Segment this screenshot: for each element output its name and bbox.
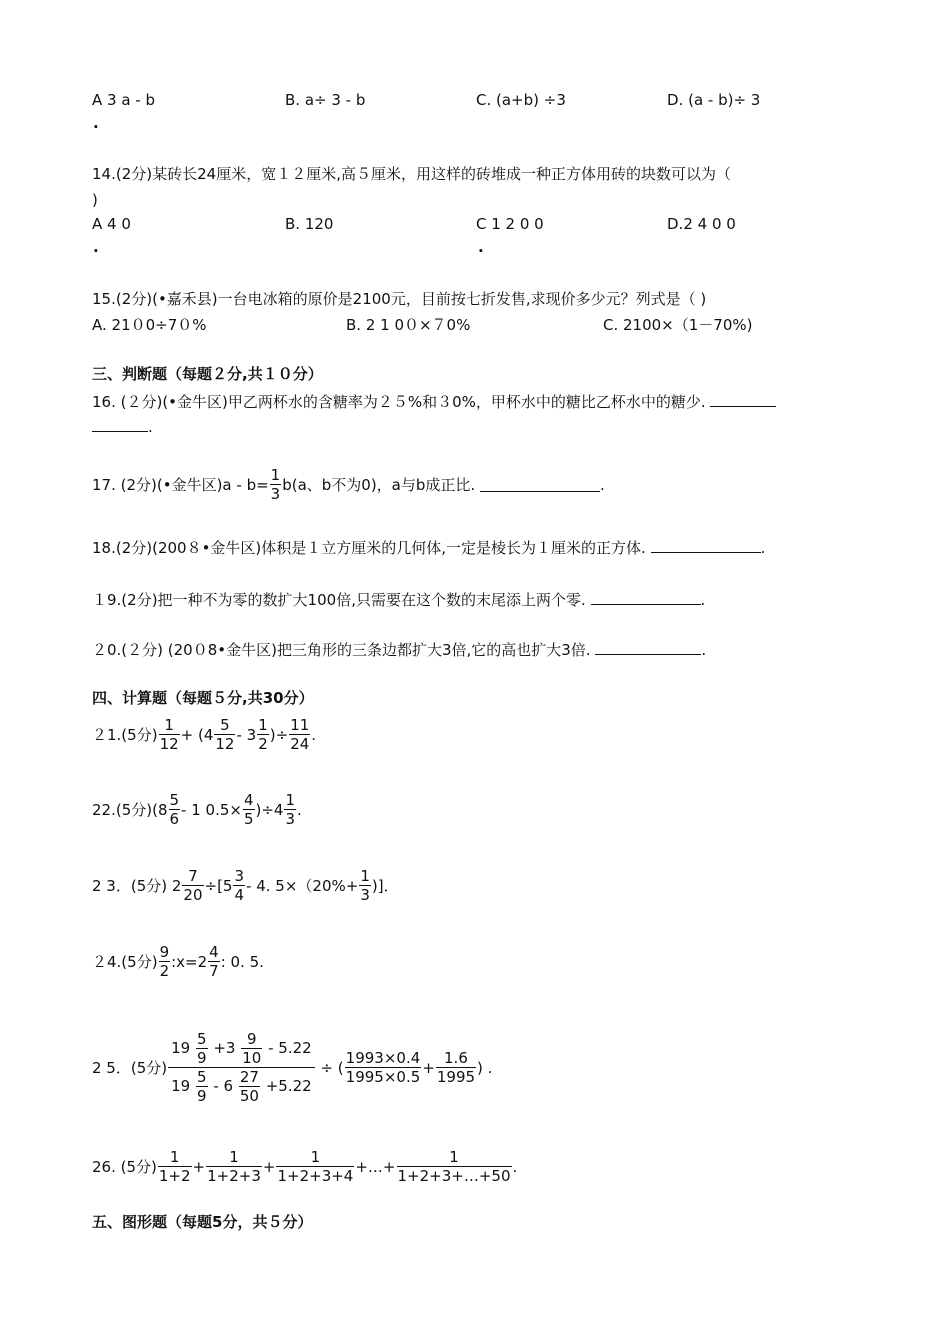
answer-blank[interactable] — [480, 477, 600, 492]
q17-stem — [92, 466, 605, 503]
fraction-numerator: 5 — [196, 1030, 207, 1048]
fraction-denominator: 3 — [270, 485, 281, 503]
fraction-denominator: 50 — [239, 1087, 259, 1105]
q14-option-b: B. 120 — [285, 215, 334, 233]
fraction-denominator: 6 — [169, 810, 180, 828]
fraction-numerator: 1 — [285, 791, 296, 809]
q16-end: . — [148, 418, 153, 436]
q15-option-a: A. 21０0÷7０% — [92, 316, 207, 334]
fraction — [241, 1030, 262, 1067]
q25-end: ) . — [477, 1058, 493, 1077]
number: - 5.22 — [268, 1039, 312, 1057]
q15-stem: 15.(2分)(•嘉禾县)一台电冰箱的原价是2100元，目前按七折发售,求现价多少元？列式是（ ) — [92, 290, 707, 308]
q25-expression — [92, 1030, 492, 1105]
q25-label: 2 5．(5分) — [92, 1058, 168, 1077]
q25-operator: + — [422, 1058, 435, 1077]
fraction — [169, 791, 181, 828]
q24-operator: :x=2 — [171, 952, 208, 971]
q15-option-c: C. 2100×（1－70%) — [603, 316, 753, 334]
fraction-denominator: 4 — [234, 886, 245, 904]
complex-fraction — [168, 1030, 315, 1105]
q22-operator: )÷4 — [255, 800, 284, 819]
fraction-denominator: 9 — [196, 1049, 207, 1067]
q26-operator: +…+ — [355, 1157, 396, 1176]
fraction-denominator: 1995×0.5 — [345, 1068, 421, 1086]
dot-mark: . — [93, 238, 99, 256]
q22-expression — [92, 791, 302, 828]
q21-expression — [92, 716, 316, 753]
fraction-numerator: 5 — [196, 1068, 207, 1086]
q13-option-b: B. a÷ 3 - b — [285, 91, 366, 109]
fraction-numerator: 1.6 — [436, 1049, 476, 1068]
number: +3 — [213, 1039, 236, 1057]
q17-text-pre: 17. (2分)(•金牛区)a - b= — [92, 475, 269, 494]
number: +5.22 — [265, 1077, 312, 1095]
q20-stem — [92, 640, 706, 660]
q16-text: 16. (２分)(•金牛区)甲乙两杯水的含糖率为２５%和３0%，甲杯水中的糖比乙杯水中的糖少. — [92, 393, 706, 411]
q13-option-a: A 3 a - b — [92, 91, 156, 109]
fraction-numerator: 1993×0.4 — [345, 1049, 421, 1067]
plus-sign: + — [192, 1157, 206, 1176]
fraction-denominator: 2 — [159, 962, 170, 980]
fraction — [182, 867, 203, 904]
fraction-denominator: 1+2+3 — [207, 1167, 261, 1185]
q26-end: . — [512, 1157, 518, 1176]
fraction — [158, 1148, 192, 1185]
fraction-numerator: 1 — [270, 466, 281, 484]
q16-blank-cont — [92, 417, 153, 437]
complex-fraction-denominator — [168, 1068, 315, 1105]
fraction-numerator: 27 — [239, 1068, 259, 1086]
q20-end: . — [701, 641, 707, 659]
fraction-numerator: 5 — [169, 791, 180, 809]
q23-label: 2 3．(5分) 2 — [92, 876, 182, 895]
q23-operator: ÷[5 — [204, 876, 233, 895]
q13-option-c: C. (a+b) ÷3 — [476, 91, 566, 109]
fraction — [214, 716, 235, 753]
q24-label: ２4.(5分) — [92, 952, 158, 971]
fraction-numerator: 1 — [397, 1148, 512, 1167]
number: - 6 — [213, 1077, 234, 1095]
q21-operator: - 3 — [236, 725, 257, 744]
fraction — [159, 943, 171, 980]
fraction-numerator: 9 — [159, 943, 170, 961]
fraction-numerator: 1 — [360, 867, 370, 885]
fraction-numerator: 7 — [182, 867, 203, 886]
q21-operator: + (4 — [180, 725, 214, 744]
fraction-denominator: 24 — [290, 735, 310, 753]
fraction — [289, 716, 310, 753]
fraction-numerator: 11 — [290, 716, 310, 734]
fraction-numerator: 1 — [206, 1148, 262, 1167]
q26-expression — [92, 1148, 517, 1185]
fraction — [233, 867, 245, 904]
fraction — [206, 1148, 262, 1185]
q23-end: )]． — [371, 876, 399, 895]
fraction-denominator: 7 — [209, 962, 219, 980]
q17-end: . — [599, 475, 605, 494]
fraction — [284, 791, 296, 828]
answer-blank[interactable] — [595, 640, 701, 655]
section-4-title: 四、计算题（每题５分,共30分） — [92, 689, 314, 707]
q21-operator: )÷ — [269, 725, 289, 744]
fraction-denominator: 1+2 — [158, 1167, 191, 1185]
q24-end: : 0. 5. — [220, 952, 264, 971]
complex-fraction-numerator — [168, 1030, 315, 1068]
fraction-numerator: 1 — [159, 716, 180, 735]
fraction-denominator: 20 — [183, 886, 203, 904]
fraction — [239, 1068, 260, 1105]
q22-operator: - 1 0.5× — [181, 800, 242, 819]
q14-stem-end: ) — [92, 191, 98, 209]
fraction — [276, 1148, 354, 1185]
q18-end: . — [760, 539, 766, 557]
answer-blank[interactable] — [591, 590, 701, 605]
q19-stem — [92, 590, 705, 610]
section-3-title: 三、判断题（每题２分,共１０分） — [92, 365, 323, 383]
answer-blank[interactable] — [710, 392, 776, 407]
q21-label: ２1.(5分) — [92, 725, 158, 744]
q14-option-d: D.2 4 0 0 — [667, 215, 736, 233]
fraction — [196, 1030, 208, 1067]
fraction-denominator: 1995 — [436, 1068, 476, 1086]
q23-operator: - 4. 5×（20%+ — [246, 876, 359, 895]
q17-fraction — [270, 466, 282, 503]
q17-text-post: b(a、b不为0)，a与b成正比. — [282, 475, 476, 494]
fraction-denominator: 5 — [243, 810, 254, 828]
fraction — [196, 1068, 208, 1105]
fraction-numerator: 1 — [158, 1148, 192, 1167]
section-5-title: 五、图形题（每题5分，共５分） — [92, 1213, 313, 1231]
fraction — [208, 943, 220, 980]
fraction — [257, 716, 269, 753]
q18-stem — [92, 538, 765, 558]
q19-text: １9.(2分)把一种不为零的数扩大100倍,只需要在这个数的末尾添上两个零. — [92, 591, 586, 609]
q13-option-d: D. (a - b)÷ 3 — [667, 91, 761, 109]
fraction — [345, 1049, 422, 1086]
fraction-denominator: 1+2+3+…+50 — [397, 1167, 511, 1185]
fraction-denominator: 9 — [196, 1087, 207, 1105]
q24-expression — [92, 943, 264, 980]
q18-text: 18.(2分)(200８•金牛区)体积是１立方厘米的几何体,一定是棱长为１厘米的正方体. — [92, 539, 646, 557]
fraction-numerator: 4 — [209, 943, 219, 961]
plus-sign: + — [262, 1157, 276, 1176]
fraction-denominator: 2 — [258, 735, 268, 753]
fraction — [436, 1049, 476, 1086]
answer-blank[interactable] — [92, 417, 148, 432]
q26-label: 26. (5分) — [92, 1157, 157, 1176]
q22-end: . — [297, 800, 302, 819]
dot-mark: . — [478, 238, 484, 256]
q14-stem: 14.(2分)某砖长24厘米，宽１２厘米,高５厘米，用这样的砖堆成一种正方体用砖的块数可以为（ — [92, 165, 731, 183]
fraction-denominator: 10 — [242, 1049, 262, 1067]
q21-end: . — [311, 725, 317, 744]
q15-option-b: B. 2 1 0０×７0% — [346, 316, 471, 334]
fraction — [243, 791, 255, 828]
fraction-denominator: 3 — [360, 886, 370, 904]
q19-end: . — [700, 591, 706, 609]
fraction — [159, 716, 180, 753]
fraction-numerator: 4 — [243, 791, 254, 809]
fraction — [397, 1148, 512, 1185]
fraction-numerator: 1 — [258, 716, 268, 734]
q22-label: 22.(5分)(8 — [92, 800, 168, 819]
fraction-denominator: 1+2+3+4 — [277, 1167, 354, 1185]
number: 19 — [171, 1077, 191, 1095]
q25-operator: ÷ ( — [320, 1058, 344, 1077]
q14-option-a: A 4 0 — [92, 215, 131, 233]
q14-option-c: C 1 2 0 0 — [476, 215, 544, 233]
q23-expression — [92, 867, 399, 904]
answer-blank[interactable] — [651, 538, 761, 553]
number: 19 — [171, 1039, 191, 1057]
fraction-numerator: 3 — [234, 867, 245, 885]
dot-mark: . — [93, 114, 99, 132]
fraction-denominator: 12 — [215, 735, 235, 753]
fraction-denominator: 12 — [159, 735, 179, 753]
fraction-numerator: 1 — [276, 1148, 354, 1167]
fraction-numerator: 9 — [241, 1030, 262, 1049]
fraction — [359, 867, 371, 904]
fraction-numerator: 5 — [214, 716, 235, 735]
fraction-denominator: 3 — [285, 810, 296, 828]
q16-stem — [92, 392, 776, 412]
q20-text: ２0.(２分) (20０8•金牛区)把三角形的三条边都扩大3倍,它的高也扩大3倍. — [92, 641, 591, 659]
